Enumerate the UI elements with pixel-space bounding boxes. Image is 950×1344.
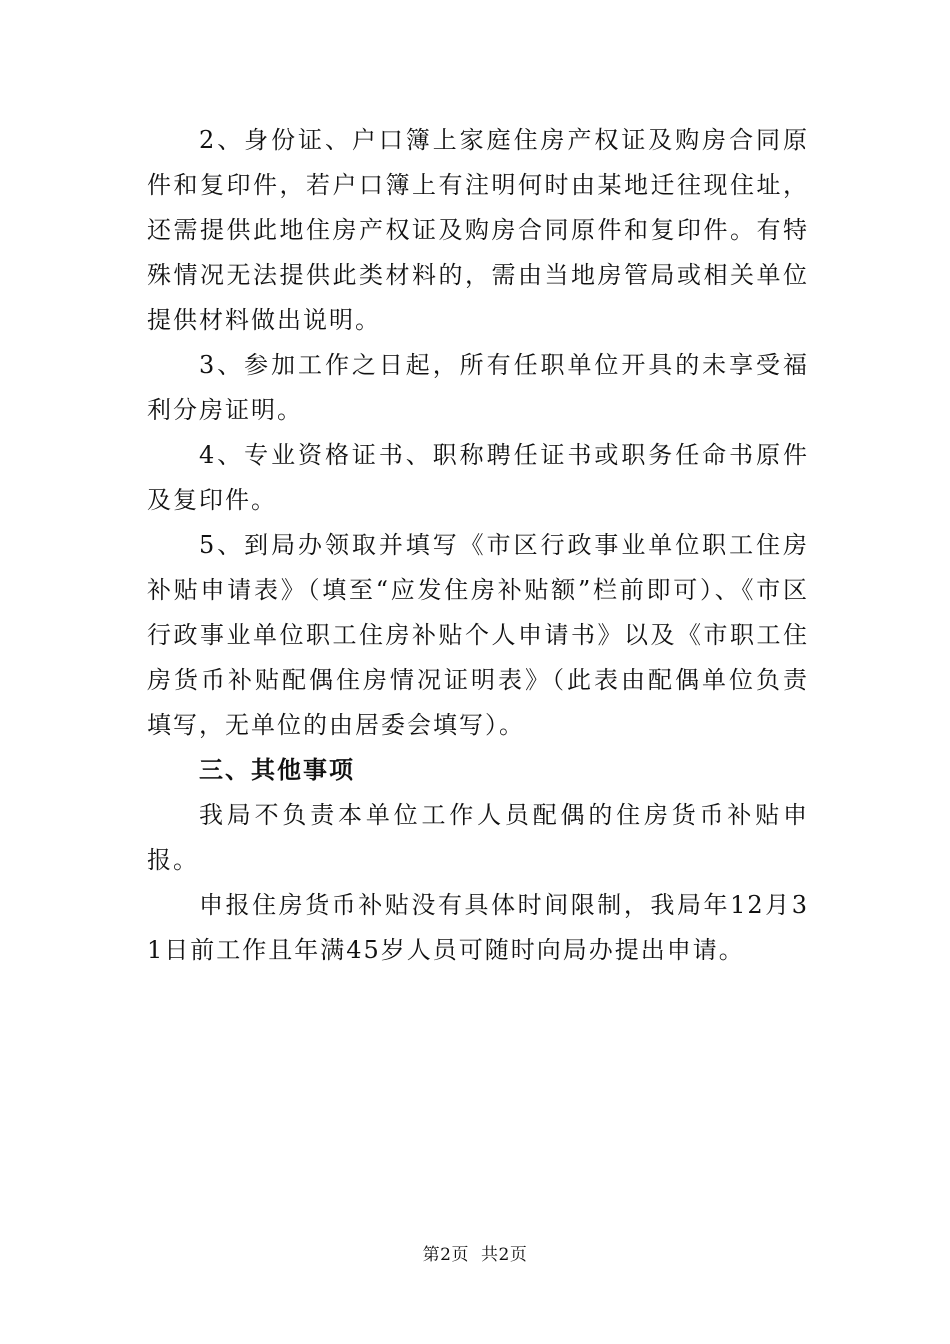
page-number: 第2页 — [422, 1245, 469, 1265]
paragraph-item-5: 5、到局办领取并填写《市区行政事业单位职工住房补贴申请表》（填至“应发住房补贴额”栏前即可）、《市区行政事业单位职工住房补贴个人申请书》以及《市职工住房货币补贴配偶住房情况证明表》（此表由配偶单位负责填写，无单位的由居委会填写）。 — [147, 531, 809, 739]
section3-paragraph-1: 我局不负责本单位工作人员配偶的住房货币补贴申报。 — [147, 801, 809, 874]
section-heading-other-matters: 三、其他事项 — [199, 756, 355, 784]
paragraph-item-2: 2、身份证、户口簿上家庭住房产权证及购房合同原件和复印件，若户口簿上有注明何时由某地迁往现住址，还需提供此地住房产权证及购房合同原件和复印件。有特殊情况无法提供此类材料的，需由当地房管局或相关单位提供材料做出说明。 — [147, 126, 809, 334]
page-total: 共2页 — [481, 1245, 528, 1265]
section3-paragraph-2: 申报住房货币补贴没有具体时间限制，我局年12月31日前工作且年满45岁人员可随时向局办提出申请。 — [147, 891, 809, 964]
document-body — [147, 118, 809, 973]
paragraph-item-4: 4、专业资格证书、职称聘任证书或职务任命书原件及复印件。 — [147, 441, 809, 514]
paragraph-item-3: 3、参加工作之日起，所有任职单位开具的未享受福利分房证明。 — [147, 351, 809, 424]
page-footer — [0, 1240, 950, 1265]
